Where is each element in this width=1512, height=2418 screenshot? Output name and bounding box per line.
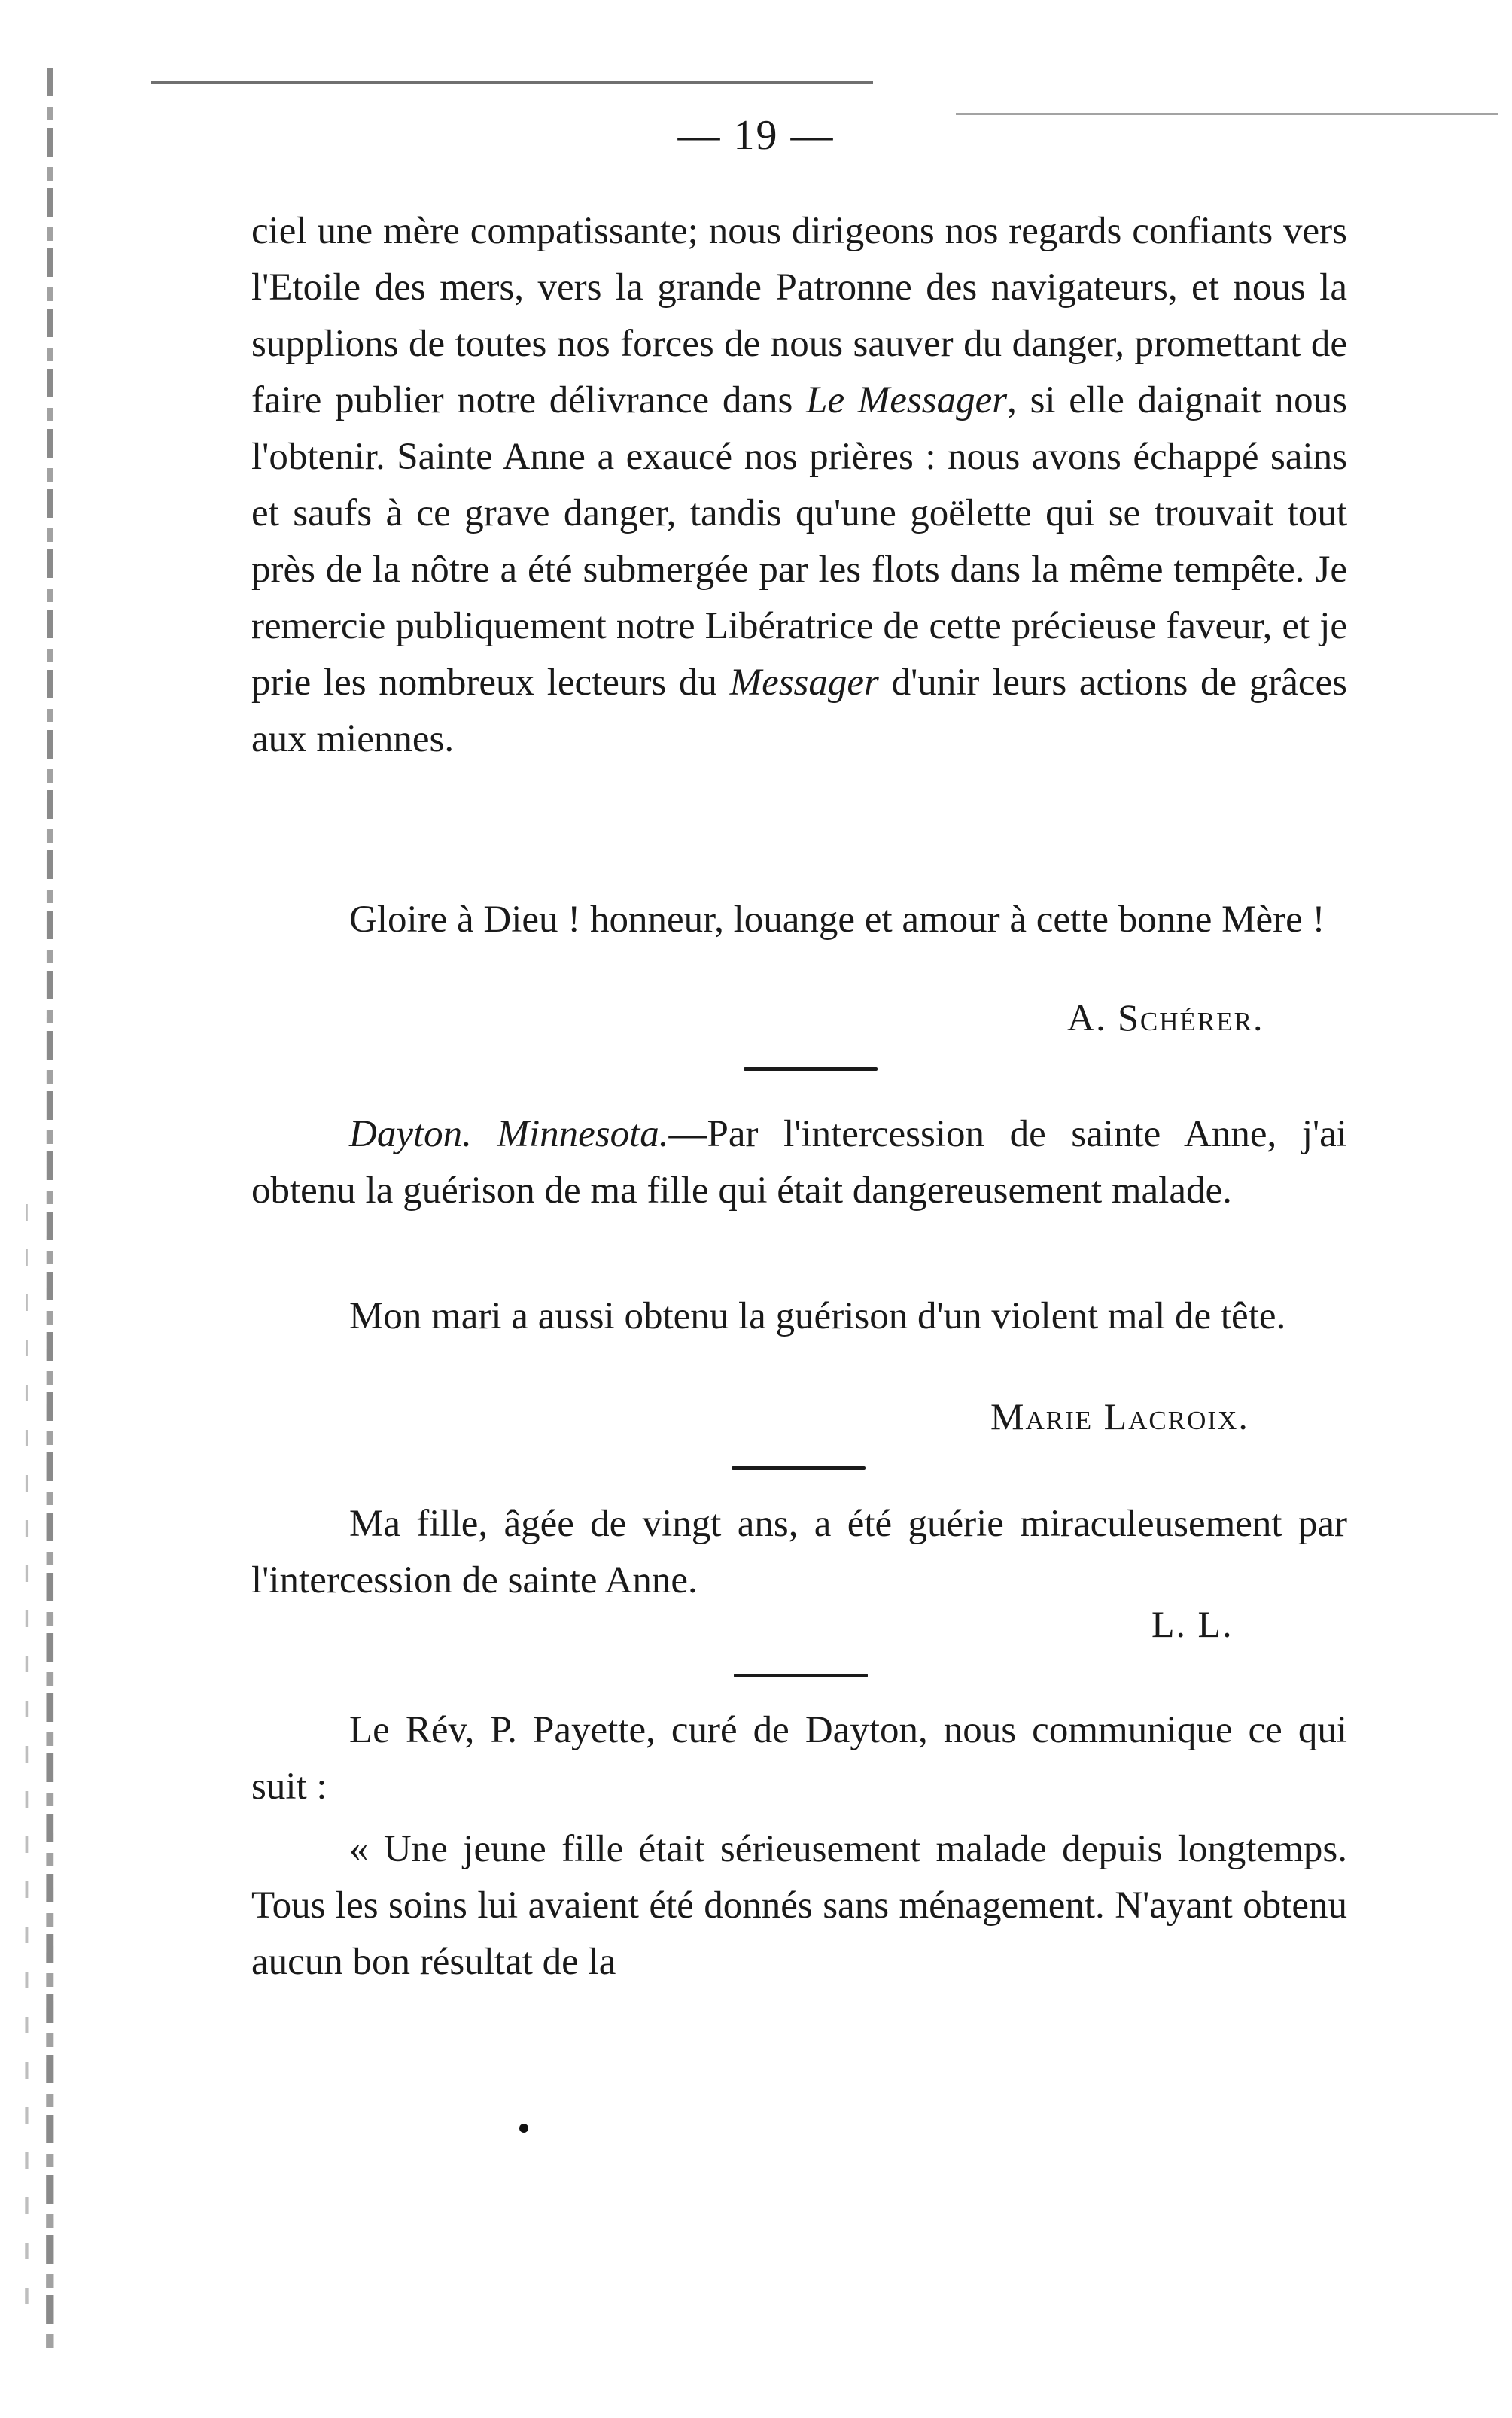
binding-edge-shadow [39, 68, 59, 2356]
paragraph-4 [251, 1288, 1347, 1345]
paragraph-3-text: —Par l'intercession de sainte Anne, j'ai obtenu la guérison de ma fille qui était dangereusement malade. [251, 1113, 1347, 1212]
paragraph-5 [251, 1496, 1347, 1609]
journal-title: Le Messager [806, 379, 1008, 421]
paragraph-1-middle: , si elle daignait nous l'obtenir. Sainte Anne a exaucé nos prières : nous avons échappé sains et saufs à ce grave danger, tandis qu'une goëlette qui se trouvait tout près de la nôtre a été submergée par les flots dans la même tempête. Je remercie publiquement notre Libératrice de cette précieuse faveur, et je prie les nombreux lecteurs du [251, 379, 1347, 704]
paragraph-4-text: Mon mari a aussi obtenu la guérison d'un violent mal de tête. [349, 1295, 1286, 1337]
separator-3 [734, 1674, 868, 1677]
separator-2 [732, 1466, 866, 1470]
header-rule-left [151, 81, 873, 84]
place-dayton-minnesota: Dayton. Minnesota. [349, 1113, 669, 1155]
paragraph-1-lead: ciel une mère compatissante; nous dirigeons nos regards confiants vers l'Etoile des mers, vers la grande Patronne des navigateurs, et nous la supplions de toutes nos forces de nous sauver du danger, promettant de faire publier notre délivrance dans [251, 210, 1347, 421]
paragraph-2-text: Gloire à Dieu ! honneur, louange et amour à cette bonne Mère ! [349, 899, 1325, 941]
paragraph-6 [251, 1702, 1347, 1815]
binding-edge-shadow-secondary [20, 1204, 33, 2333]
paragraph-7 [251, 1821, 1347, 1991]
signature-ll: L. L. [1151, 1603, 1234, 1645]
paragraph-7-text: « Une jeune fille était sérieusement malade depuis longtemps. Tous les soins lui avaient été donnés sans ménagement. N'ayant obtenu aucun bon résultat de la [251, 1828, 1347, 1983]
paragraph-1-tail: d'unir leurs actions de grâces aux miennes. [251, 662, 1347, 760]
paragraph-2 [251, 892, 1347, 948]
paragraph-1 [251, 203, 1347, 768]
paragraph-6-text: Le Rév, P. Payette, curé de Dayton, nous communique ce qui suit : [251, 1709, 1347, 1808]
separator-1 [744, 1067, 878, 1071]
signature-scherer: A. Schérer. [1067, 996, 1264, 1039]
paragraph-3 [251, 1106, 1347, 1219]
signature-lacroix: Marie Lacroix. [990, 1395, 1249, 1437]
journal-title-2: Messager [729, 662, 879, 704]
ink-speck [519, 2124, 528, 2133]
paragraph-5-text: Ma fille, âgée de vingt ans, a été guérie miraculeusement par l'intercession de sainte Anne. [251, 1503, 1347, 1601]
page-number: — 19 — [677, 112, 835, 159]
